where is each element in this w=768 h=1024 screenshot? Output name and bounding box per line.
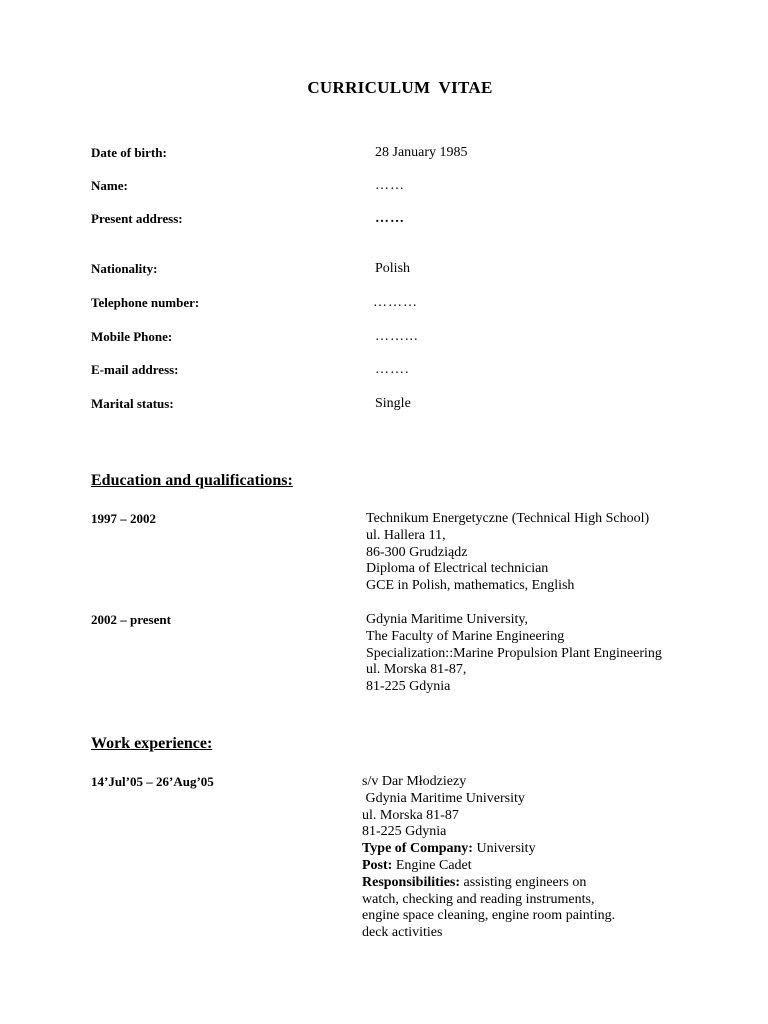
field-value: ……… — [373, 295, 418, 310]
entry-line: ul. Hallera 11, — [366, 527, 446, 543]
responsibilities-line — [362, 875, 615, 892]
entry-period: 1997 – 2002 — [91, 511, 156, 526]
post-value: Engine Cadet — [392, 857, 472, 873]
personal-row-date-of-birth — [91, 145, 731, 165]
field-label: Present address: — [91, 211, 183, 226]
work-experience-heading: Work experience: — [91, 735, 213, 752]
field-label: Name: — [91, 178, 128, 193]
responsibilities-label: Responsibilities: — [362, 874, 461, 890]
entry-details — [366, 511, 649, 595]
entry-line: ul. Morska 81-87, — [366, 662, 467, 678]
entry-period: 2002 – present — [91, 612, 171, 627]
entry-line: The Faculty of Marine Engineering — [366, 628, 565, 644]
company-type-value: University — [472, 841, 536, 857]
company-type-label: Type of Company: — [362, 841, 473, 857]
entry-line: Technikum Energetyczne (Technical High School) — [366, 511, 650, 526]
field-value: ……... — [375, 329, 419, 344]
entry-line: Gdynia Maritime University, — [366, 612, 529, 627]
personal-row-mobile-phone — [91, 329, 731, 349]
field-label: Mobile Phone: — [91, 329, 173, 344]
entry-line: Diploma of Electrical technician — [366, 561, 549, 577]
personal-row-name — [91, 178, 731, 198]
entry-line: 81-225 Gdynia — [366, 679, 451, 695]
entry-details — [362, 774, 615, 942]
field-value: Single — [375, 396, 411, 411]
field-label: Marital status: — [91, 396, 174, 411]
entry-period: 14’Jul’05 – 26’Aug’05 — [91, 774, 214, 789]
field-label: E-mail address: — [91, 362, 179, 377]
field-value: …… — [375, 178, 405, 193]
field-label: Nationality: — [91, 261, 158, 276]
responsibilities-line: watch, checking and reading instruments, — [362, 891, 595, 907]
responsibilities-text: assisting engineers on — [460, 874, 587, 890]
field-label: Telephone number: — [91, 295, 200, 310]
field-value: …… — [375, 211, 405, 226]
personal-row-telephone — [91, 295, 731, 315]
entry-line: GCE in Polish, mathematics, English — [366, 578, 575, 594]
field-value: ……. — [375, 362, 410, 377]
personal-row-present-address — [91, 211, 731, 231]
document-title: CURRICULUM VITAE — [307, 78, 493, 97]
responsibilities-line: deck activities — [362, 925, 443, 941]
company-type-line — [362, 841, 615, 858]
personal-row-marital-status — [91, 396, 731, 416]
entry-details — [366, 612, 662, 696]
field-value: Polish — [375, 261, 411, 276]
entry-line: Gdynia Maritime University — [362, 790, 525, 806]
post-line — [362, 858, 615, 875]
field-value: 28 January 1985 — [375, 145, 468, 160]
entry-line: 86-300 Grudziądz — [366, 544, 468, 560]
entry-line: ul. Morska 81-87 — [362, 807, 459, 823]
education-heading: Education and qualifications: — [91, 472, 293, 489]
field-label: Date of birth: — [91, 145, 167, 160]
personal-row-email — [91, 362, 731, 382]
entry-line: 81-225 Gdynia — [362, 824, 447, 840]
personal-row-nationality — [91, 261, 731, 281]
entry-line: Specialization::Marine Propulsion Plant Engineering — [366, 645, 662, 661]
responsibilities-line: engine space cleaning, engine room painting. — [362, 908, 616, 924]
post-label: Post: — [362, 857, 393, 873]
entry-line: s/v Dar Młodziezy — [362, 774, 467, 789]
